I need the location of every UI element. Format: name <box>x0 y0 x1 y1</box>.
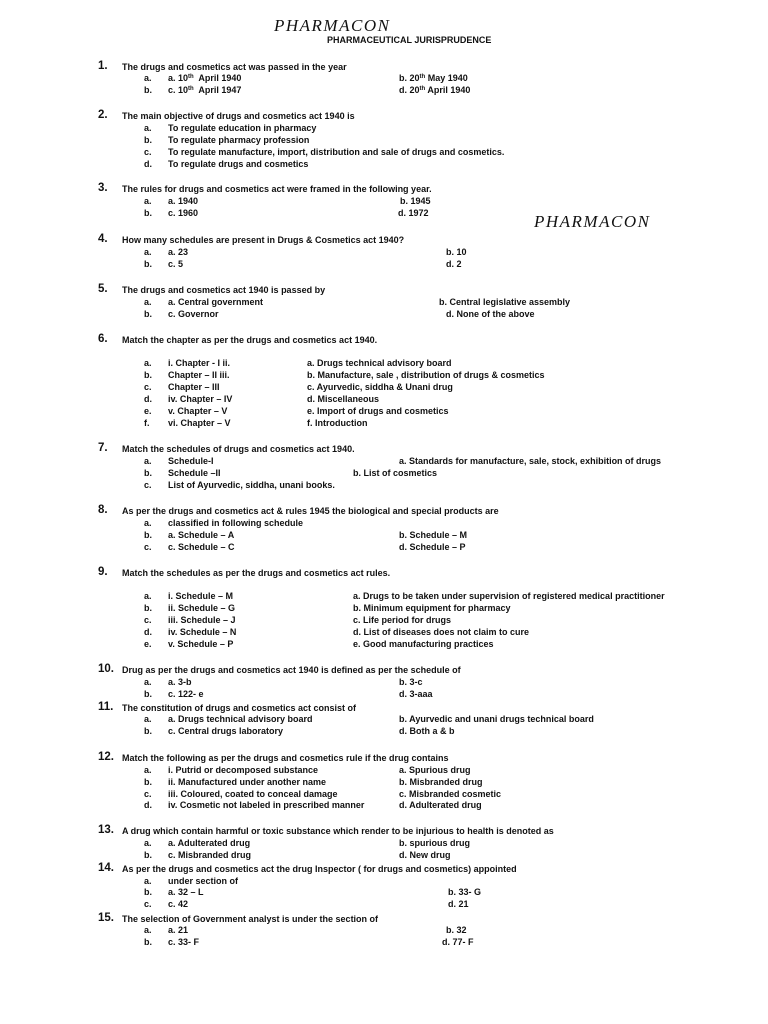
option-text: a. Adulterated drug <box>168 838 251 848</box>
option-text: a. Drugs to be taken under supervision of registered medical practitioner <box>353 591 665 601</box>
question-number: 9. <box>98 566 108 578</box>
option-marker: b. <box>144 309 152 319</box>
option-marker: b. <box>144 777 152 787</box>
option-text: c. Ayurvedic, siddha & Unani drug <box>307 382 453 392</box>
option-text: b. 3-c <box>399 677 423 687</box>
option-marker: c. <box>144 615 152 625</box>
option-marker: a. <box>144 714 152 724</box>
question-text: The drugs and cosmetics act 1940 is passed by <box>122 285 326 295</box>
option-marker: b. <box>144 135 152 145</box>
option-marker: b. <box>144 85 152 95</box>
option-text: d. 3-aaa <box>399 689 433 699</box>
question-text: The main objective of drugs and cosmetics act 1940 is <box>122 111 355 121</box>
option-marker: b. <box>144 689 152 699</box>
option-text: v. Chapter – V <box>168 406 228 416</box>
option-text: c. Misbranded cosmetic <box>399 789 502 799</box>
option-marker: a. <box>144 196 152 206</box>
option-text: iii. Coloured, coated to conceal damage <box>168 789 338 799</box>
option-text: c. 33- F <box>168 937 200 947</box>
option-text: d. 20th April 1940 <box>399 85 471 95</box>
question-number: 4. <box>98 233 108 245</box>
option-text: d. None of the above <box>446 309 535 319</box>
question-number: 8. <box>98 504 108 516</box>
option-marker: a. <box>144 925 152 935</box>
option-marker: b. <box>144 726 152 736</box>
question-number: 11. <box>98 701 114 713</box>
option-marker: e. <box>144 639 152 649</box>
option-text: iv. Chapter – IV <box>168 394 233 404</box>
option-marker: b. <box>144 259 152 269</box>
option-text: c. 10th April 1947 <box>168 85 242 95</box>
option-text: b. 33- G <box>448 887 482 897</box>
question-number: 7. <box>98 442 108 454</box>
option-text: a. 32 – L <box>168 887 204 897</box>
question-number: 2. <box>98 109 108 121</box>
option-text: d. 2 <box>446 259 462 269</box>
option-marker: c. <box>144 480 152 490</box>
option-text: Chapter – III <box>168 382 220 392</box>
option-text: b. Misbranded drug <box>399 777 483 787</box>
option-text: Schedule-I <box>168 456 214 466</box>
option-text: e. Import of drugs and cosmetics <box>307 406 449 416</box>
option-marker: a. <box>144 765 152 775</box>
option-text: b. Ayurvedic and unani drugs technical board <box>399 714 594 724</box>
option-text: c. Schedule – C <box>168 542 235 552</box>
question-number: 14. <box>98 862 114 874</box>
option-marker: b. <box>144 850 152 860</box>
option-marker: a. <box>144 518 152 528</box>
option-text: c. Life period for drugs <box>353 615 452 625</box>
option-marker: d. <box>144 159 152 169</box>
option-text: a. 23 <box>168 247 189 257</box>
option-text: b. 32 <box>446 925 467 935</box>
question-text: The drugs and cosmetics act was passed in the year <box>122 62 347 72</box>
option-text: c. 42 <box>168 899 189 909</box>
option-marker: b. <box>144 370 152 380</box>
option-text: To regulate pharmacy profession <box>168 135 310 145</box>
option-text: To regulate education in pharmacy <box>168 123 317 133</box>
question-text: The constitution of drugs and cosmetics act consist of <box>122 703 357 713</box>
question-text: How many schedules are present in Drugs & Cosmetics act 1940? <box>122 235 405 245</box>
question-text: Drug as per the drugs and cosmetics act 1940 is defined as per the schedule of <box>122 665 461 675</box>
option-text: i. Putrid or decomposed substance <box>168 765 319 775</box>
option-text: i. Chapter - I ii. <box>168 358 231 368</box>
option-text: i. Schedule – M <box>168 591 234 601</box>
option-marker: a. <box>144 456 152 466</box>
document-brand-title: PHARMACON <box>274 16 391 35</box>
question-text: As per the drugs and cosmetics act the drug Inspector ( for drugs and cosmetics) appointed <box>122 864 517 874</box>
option-marker: c. <box>144 789 152 799</box>
option-text: To regulate manufacture, import, distribution and sale of drugs and cosmetics. <box>168 147 505 157</box>
question-text: As per the drugs and cosmetics act & rules 1945 the biological and special products are <box>122 506 499 516</box>
question-text: Match the following as per the drugs and cosmetics rule if the drug contains <box>122 753 449 763</box>
option-marker: c. <box>144 382 152 392</box>
option-text: List of Ayurvedic, siddha, unani books. <box>168 480 335 490</box>
question-number: 15. <box>98 912 114 924</box>
option-text: d. Miscellaneous <box>307 394 380 404</box>
option-marker: a. <box>144 358 152 368</box>
option-text: a. Drugs technical advisory board <box>307 358 452 368</box>
option-text: a. Spurious drug <box>399 765 471 775</box>
option-text: d. Schedule – P <box>399 542 466 552</box>
option-text: d. Adulterated drug <box>399 800 482 810</box>
option-text: d. 1972 <box>398 208 429 218</box>
option-marker: a. <box>144 838 152 848</box>
question-text: A drug which contain harmful or toxic substance which render to be injurious to health is denoted as <box>122 826 554 836</box>
option-text: To regulate drugs and cosmetics <box>168 159 309 169</box>
option-text: c. 1960 <box>168 208 199 218</box>
document-subtitle: PHARMACEUTICAL JURISPRUDENCE <box>327 35 492 45</box>
option-marker: b. <box>144 530 152 540</box>
option-marker: c. <box>144 542 152 552</box>
question-text: Match the schedules of drugs and cosmetics act 1940. <box>122 444 355 454</box>
option-text: b. 1945 <box>400 196 431 206</box>
side-brand-watermark: PHARMACON <box>534 212 651 231</box>
option-text: a. 1940 <box>168 196 199 206</box>
option-marker: c. <box>144 899 152 909</box>
option-text: b. 10 <box>446 247 467 257</box>
option-marker: e. <box>144 406 152 416</box>
option-text: b. Minimum equipment for pharmacy <box>353 603 511 613</box>
option-marker: b. <box>144 603 152 613</box>
option-marker: b. <box>144 208 152 218</box>
option-text: a. 21 <box>168 925 189 935</box>
option-text: under section of <box>168 876 239 886</box>
question-number: 3. <box>98 182 108 194</box>
option-text: d. Both a & b <box>399 726 455 736</box>
option-text: b. List of cosmetics <box>353 468 438 478</box>
question-number: 12. <box>98 751 114 763</box>
option-text: a. 10th April 1940 <box>168 73 242 83</box>
option-text: b. Manufacture, sale , distribution of drugs & cosmetics <box>307 370 545 380</box>
option-marker: d. <box>144 800 152 810</box>
option-marker: b. <box>144 887 152 897</box>
option-marker: a. <box>144 247 152 257</box>
option-text: e. Good manufacturing practices <box>353 639 494 649</box>
option-text: a. Schedule – A <box>168 530 235 540</box>
option-text: c. 5 <box>168 259 184 269</box>
option-text: a. Drugs technical advisory board <box>168 714 313 724</box>
question-text: Match the chapter as per the drugs and cosmetics act 1940. <box>122 335 378 345</box>
option-text: d. 77- F <box>442 937 474 947</box>
option-text: a. 3-b <box>168 677 192 687</box>
option-text: iv. Cosmetic not labeled in prescribed manner <box>168 800 365 810</box>
option-marker: b. <box>144 468 152 478</box>
question-number: 5. <box>98 283 108 295</box>
option-text: classified in following schedule <box>168 518 304 528</box>
option-text: f. Introduction <box>307 418 368 428</box>
option-text: Schedule –II <box>168 468 221 478</box>
question-text: The selection of Government analyst is under the section of <box>122 914 379 924</box>
option-text: a. Central government <box>168 297 264 307</box>
option-marker: a. <box>144 677 152 687</box>
option-text: d. New drug <box>399 850 451 860</box>
option-marker: a. <box>144 297 152 307</box>
option-text: c. Central drugs laboratory <box>168 726 284 736</box>
question-text: Match the schedules as per the drugs and cosmetics act rules. <box>122 568 391 578</box>
option-marker: a. <box>144 591 152 601</box>
option-marker: f. <box>144 418 150 428</box>
option-marker: a. <box>144 73 152 83</box>
option-text: d. List of diseases does not claim to cure <box>353 627 530 637</box>
question-text: The rules for drugs and cosmetics act were framed in the following year. <box>122 184 432 194</box>
option-text: b. Schedule – M <box>399 530 468 540</box>
option-text: a. Standards for manufacture, sale, stock, exhibition of drugs <box>399 456 662 466</box>
option-text: c. Misbranded drug <box>168 850 252 860</box>
option-text: vi. Chapter – V <box>168 418 231 428</box>
question-number: 1. <box>98 60 108 72</box>
option-marker: d. <box>144 394 152 404</box>
question-number: 13. <box>98 824 114 836</box>
option-marker: a. <box>144 876 152 886</box>
option-text: Chapter – II iii. <box>168 370 230 380</box>
option-text: c. 122- e <box>168 689 204 699</box>
option-marker: a. <box>144 123 152 133</box>
option-text: v. Schedule – P <box>168 639 234 649</box>
option-text: ii. Manufactured under another name <box>168 777 327 787</box>
option-marker: b. <box>144 937 152 947</box>
option-text: iii. Schedule – J <box>168 615 236 625</box>
option-marker: c. <box>144 147 152 157</box>
question-number: 10. <box>98 663 114 675</box>
option-text: d. 21 <box>448 899 469 909</box>
option-text: b. spurious drug <box>399 838 470 848</box>
option-marker: d. <box>144 627 152 637</box>
option-text: ii. Schedule – G <box>168 603 236 613</box>
option-text: b. Central legislative assembly <box>439 297 571 307</box>
question-number: 6. <box>98 333 108 345</box>
option-text: c. Governor <box>168 309 219 319</box>
option-text: iv. Schedule – N <box>168 627 237 637</box>
option-text: b. 20th May 1940 <box>399 73 468 83</box>
